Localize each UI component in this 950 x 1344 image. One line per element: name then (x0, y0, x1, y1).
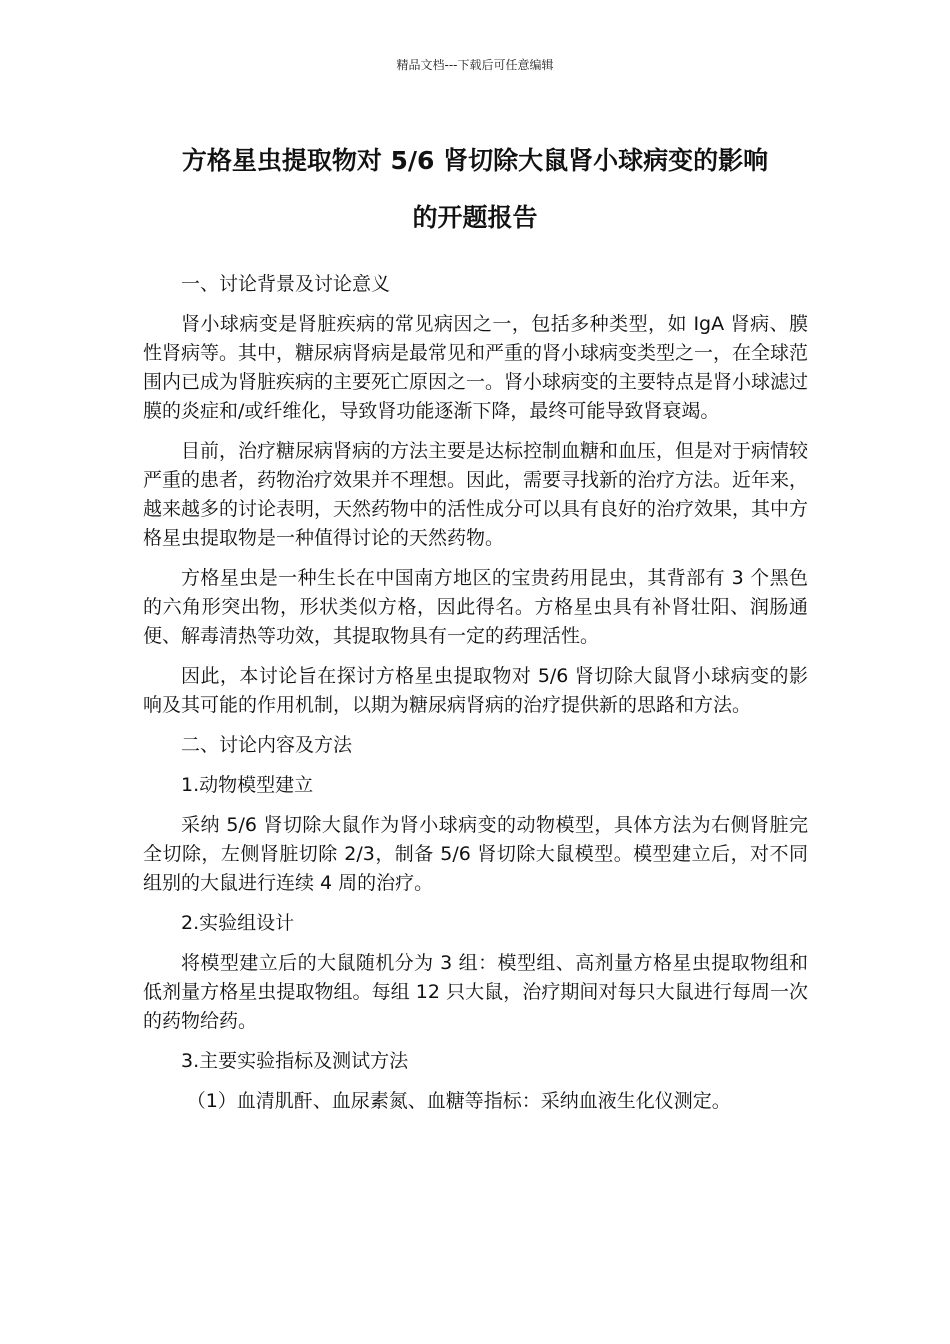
page-header: 精品文档---下载后可任意编辑 (396, 58, 554, 72)
title-line-2: 的开题报告 (412, 203, 538, 232)
paragraph-sipunculus-description: 方格星虫是一种生长在中国南方地区的宝贵药用昆虫，其背部有 3 个黑色的六角形突出物，形状类似方格，因此得名。方格星虫具有补肾壮阳、润肠通便、解毒清热等功效，其提取物具有一定的药理活性。 (143, 567, 808, 647)
paragraph-study-aim: 因此，本讨论旨在探讨方格星虫提取物对 5/6 肾切除大鼠肾小球病变的影响及其可能的作用机制，以期为糖尿病肾病的治疗提供新的思路和方法。 (143, 665, 808, 716)
document-body (143, 270, 808, 1127)
title-line-1: 方格星虫提取物对 5/6 肾切除大鼠肾小球病变的影响 (181, 146, 769, 175)
paragraph-glomerular-disease: 肾小球病变是肾脏疾病的常见病因之一，包括多种类型，如 IgA 肾病、膜性肾病等。其中，糖尿病肾病是最常见和严重的肾小球病变类型之一，在全球范围内已成为肾脏疾病的主要死亡原因之一。肾小球病变的主要特点是肾小球滤过膜的炎症和/或纤维化，导致肾功能逐渐下降，最终可能导致肾衰竭。 (143, 313, 809, 422)
section-heading-methods: 二、讨论内容及方法 (181, 734, 353, 756)
subheading-group-design: 2.实验组设计 (181, 912, 295, 934)
subheading-animal-model: 1.动物模型建立 (181, 774, 314, 796)
section-heading-background: 一、讨论背景及讨论意义 (181, 273, 391, 295)
paragraph-animal-model: 采纳 5/6 肾切除大鼠作为肾小球病变的动物模型，具体方法为右侧肾脏完全切除，左侧肾脏切除 2/3，制备 5/6 肾切除大鼠模型。模型建立后，对不同组别的大鼠进行连续 4 周的治疗。 (143, 814, 808, 894)
list-item-serum-indicators: （1）血清肌酐、血尿素氮、血糖等指标：采纳血液生化仪测定。 (186, 1090, 731, 1112)
subheading-indicators: 3.主要实验指标及测试方法 (181, 1050, 409, 1072)
paragraph-group-design: 将模型建立后的大鼠随机分为 3 组：模型组、高剂量方格星虫提取物组和低剂量方格星虫提取物组。每组 12 只大鼠，治疗期间对每只大鼠进行每周一次的药物给药。 (143, 952, 808, 1032)
document-title (120, 132, 830, 246)
paragraph-current-treatment: 目前，治疗糖尿病肾病的方法主要是达标控制血糖和血压，但是对于病情较严重的患者，药物治疗效果并不理想。因此，需要寻找新的治疗方法。近年来，越来越多的讨论表明，天然药物中的活性成分可以具有良好的治疗效果，其中方格星虫提取物是一种值得讨论的天然药物。 (143, 440, 809, 549)
